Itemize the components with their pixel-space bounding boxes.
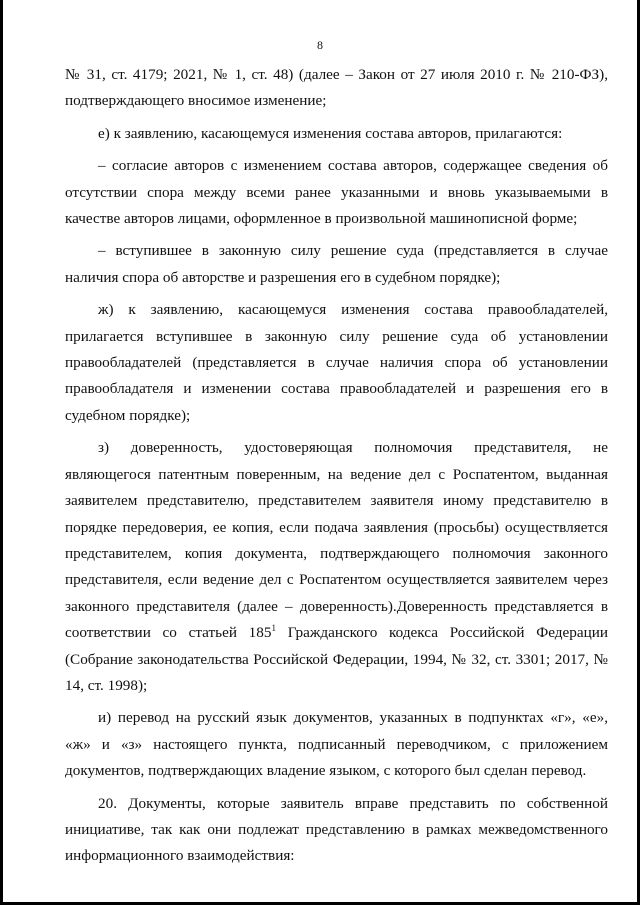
- paragraph-z-tail: Гражданского кодекса Российской Федерации (Собрание законодательства Российской Федерации, 1994, № 32, ст. 3301; 2017, № 14, ст. 1998);: [65, 624, 608, 694]
- paragraph-zh: ж) к заявлению, касающемуся изменения состава правообладателей, прилагается вступившее в законную силу решение суда об установлении правообладателей (представляется в случае наличия спора об установлении правообладателя и изменении состава правообладателей и разрешения его в судебном порядке);: [65, 301, 608, 424]
- article-superscript: 1: [271, 623, 276, 634]
- paragraph-e-consent: – согласие авторов с изменением состава авторов, содержащее сведения об отсутствии спора между всеми ранее указанными и вновь указываемыми в качестве авторов лицами, оформленное в произвольной машинописной форме;: [65, 157, 608, 228]
- document-body: [65, 62, 608, 876]
- paragraph-e: е) к заявлению, касающемуся изменения состава авторов, прилагаются:: [98, 124, 563, 142]
- paragraph-e-court: – вступившее в законную силу решение суда (представляется в случае наличия спора об авторстве и разрешения его в судебном порядке);: [65, 242, 608, 286]
- page-number: 8: [317, 38, 323, 52]
- paragraph-i: и) перевод на русский язык документов, указанных в подпунктах «г», «е», «ж» и «з» настоящего пункта, подписанный переводчиком, с приложением документов, подтверждающих владение языком, с которого был сделан перевод.: [65, 709, 608, 780]
- paragraph-continuation: № 31, ст. 4179; 2021, № 1, ст. 48) (далее – Закон от 27 июля 2010 г. № 210-ФЗ), подтверждающего вносимое изменение;: [65, 66, 608, 110]
- paragraph-z: [65, 435, 608, 699]
- paragraph-20: 20. Документы, которые заявитель вправе представить по собственной инициативе, так как они подлежат представлению в рамках межведомственного информационного взаимодействия:: [65, 794, 608, 865]
- paragraph-z-text: з) доверенность, удостоверяющая полномочия представителя, не являющегося патентным поверенным, на ведение дел с Роспатентом, выданная заявителем представителю, представителем заявителя иному представителю в порядке передоверия, ее копия, если подача заявления (просьбы) осуществляется представителем, копия документа, подтверждающего полномочия законного представителя, если ведение дел с Роспатентом осуществляется заявителем через законного представителя (далее – доверенность).Доверенность представляется в соответствии со статьей 185: [65, 439, 608, 642]
